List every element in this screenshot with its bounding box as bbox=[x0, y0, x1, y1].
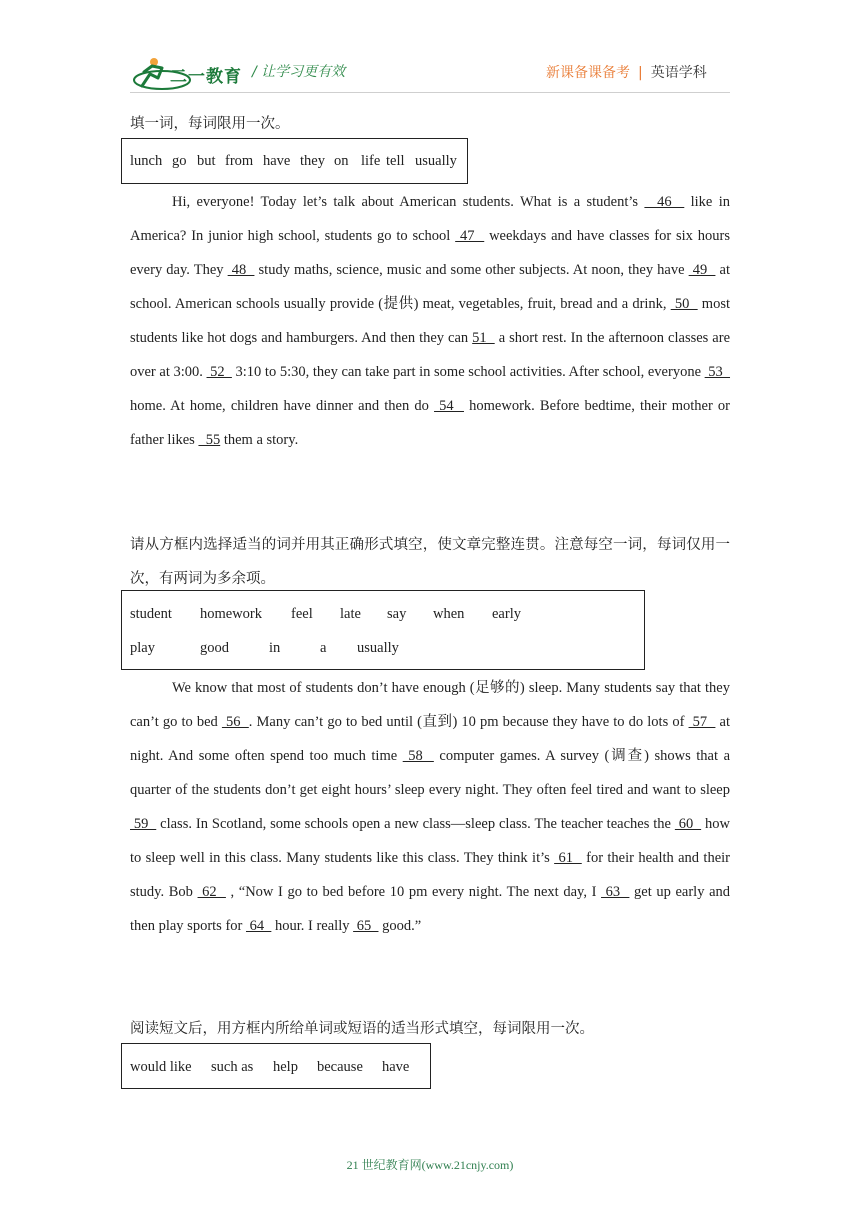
word-box-item: lunch bbox=[130, 153, 163, 169]
passage-text: . Many can’t go to bed until (直到) 10 pm because they have to do lots of bbox=[248, 714, 689, 730]
word-box-item: because bbox=[317, 1059, 363, 1075]
passage-text: at night. And some often spend too much time bbox=[130, 714, 731, 764]
answer-blank: 56 bbox=[221, 714, 249, 730]
passage-text: study maths, science, music and some other subjects. At noon, they have bbox=[254, 262, 689, 278]
answer-blank: 54 bbox=[434, 398, 464, 414]
word-box-item: good bbox=[200, 640, 229, 656]
word-box-item: student bbox=[130, 606, 172, 622]
answer-blank: 46 bbox=[644, 194, 685, 210]
word-box-item: early bbox=[492, 606, 521, 622]
header-divider bbox=[130, 92, 730, 93]
passage-text: good.” bbox=[378, 918, 422, 934]
header-subject: 英语学科 bbox=[650, 65, 707, 81]
answer-blank: 55 bbox=[198, 432, 221, 448]
word-box-item: say bbox=[387, 606, 407, 622]
passage-text: 3:10 to 5:30, they can take part in some school activities. After school, everyone bbox=[231, 364, 705, 380]
page-header bbox=[0, 0, 860, 100]
passage-text: weekdays and have classes for six hours every day. They bbox=[130, 228, 730, 278]
passage-text: most students like hot dogs and hamburgers. And then they can bbox=[130, 296, 731, 346]
answer-blank: 60 bbox=[674, 816, 702, 832]
word-box-item: they bbox=[300, 153, 325, 169]
word-box-item: have bbox=[263, 153, 291, 169]
passage-text: get up early and then play sports for bbox=[130, 884, 731, 934]
answer-blank: 65 bbox=[353, 918, 379, 934]
passage-text: We know that most of students don’t have enough (足够的) sleep. Many students say that they can’t go to bed bbox=[130, 680, 730, 730]
passage-text: homework. Before bedtime, their mother or father likes bbox=[130, 398, 731, 448]
passage-text: a short rest. In the afternoon classes are over at 3:00. bbox=[130, 330, 731, 380]
section2-instruction: 请从方框内选择适当的词并用其正确形式填空，使文章完整连贯。注意每空一词，每词仅用一次，有两词为多余项。 bbox=[130, 537, 730, 587]
section1-instruction: 填一词，每词限用一次。 bbox=[130, 116, 290, 132]
section1-word-box bbox=[121, 138, 468, 184]
header-separator: | bbox=[638, 65, 643, 81]
passage-text: like in America? In junior high school, students go to school bbox=[130, 194, 730, 244]
word-box-item: usually bbox=[415, 153, 457, 169]
passage-text: computer games. A survey (调查) shows that a quarter of the students don’t get eight hours’ sleep every night. They often feel tired and want to sleep bbox=[130, 748, 730, 798]
passage-text: , “Now I go to bed before 10 pm every night. The next day, I bbox=[225, 884, 602, 900]
logo-text: 二一教育 bbox=[170, 67, 242, 87]
word-box-item: from bbox=[225, 153, 254, 169]
word-box-item: in bbox=[269, 640, 281, 656]
answer-blank: 63 bbox=[601, 884, 630, 900]
section2-passage bbox=[130, 671, 730, 943]
page-footer: 21 世纪教育网(www.21cnjy.com) bbox=[346, 1158, 514, 1172]
section3-instruction: 阅读短文后，用方框内所给单词或短语的适当形式填空，每词限用一次。 bbox=[130, 1021, 594, 1037]
word-box-item: a bbox=[320, 640, 327, 656]
word-box-item: life bbox=[361, 153, 381, 169]
word-box-item: but bbox=[197, 153, 216, 169]
word-box-item: when bbox=[433, 606, 465, 622]
answer-blank: 62 bbox=[197, 884, 226, 900]
passage-text: them a story. bbox=[220, 432, 299, 448]
word-box-item: feel bbox=[291, 606, 313, 622]
section1-passage bbox=[130, 185, 730, 457]
answer-blank: 53 bbox=[704, 364, 731, 380]
passage-text: Hi, everyone! Today let’s talk about American students. What is a student’s bbox=[172, 194, 645, 210]
word-box-item: late bbox=[340, 606, 361, 622]
header-slogan: / 让学习更有效 bbox=[252, 64, 346, 80]
answer-blank: 48 bbox=[227, 262, 255, 278]
answer-blank: 57 bbox=[688, 714, 716, 730]
answer-blank: 50 bbox=[670, 296, 698, 312]
answer-blank: 64 bbox=[245, 918, 272, 934]
passage-text: hour. I really bbox=[271, 918, 354, 934]
answer-blank: 51 bbox=[472, 330, 495, 346]
answer-blank: 59 bbox=[130, 816, 157, 832]
passage-text: how to sleep well in this class. Many students like this class. They think it’s bbox=[130, 816, 731, 866]
answer-blank: 47 bbox=[455, 228, 485, 244]
word-box-item: would like bbox=[130, 1059, 192, 1075]
passage-text: for their health and their study. Bob bbox=[130, 850, 730, 900]
passage-text: class. In Scotland, some schools open a new class—sleep class. The teacher teaches the bbox=[156, 816, 675, 832]
answer-blank: 61 bbox=[554, 850, 582, 866]
passage-text: at school. American schools usually provide (提供) meat, vegetables, fruit, bread and a drink, bbox=[130, 262, 730, 312]
word-box-item: go bbox=[172, 153, 187, 169]
word-box-item: have bbox=[382, 1059, 410, 1075]
word-box-item: such as bbox=[211, 1059, 254, 1075]
word-box-item: tell bbox=[386, 153, 405, 169]
answer-blank: 49 bbox=[688, 262, 716, 278]
header-right bbox=[546, 62, 707, 82]
word-box-item: homework bbox=[200, 606, 263, 622]
word-box-item: help bbox=[273, 1059, 298, 1075]
header-category: 新课备课备考 bbox=[546, 65, 630, 81]
passage-text: home. At home, children have dinner and then do bbox=[130, 398, 435, 414]
answer-blank: 52 bbox=[206, 364, 232, 380]
word-box-item: play bbox=[130, 640, 155, 656]
word-box-item: on bbox=[334, 153, 349, 169]
answer-blank: 58 bbox=[402, 748, 434, 764]
word-box-item: usually bbox=[357, 640, 399, 656]
section2-word-box bbox=[121, 590, 645, 670]
section3-word-box bbox=[121, 1043, 431, 1089]
